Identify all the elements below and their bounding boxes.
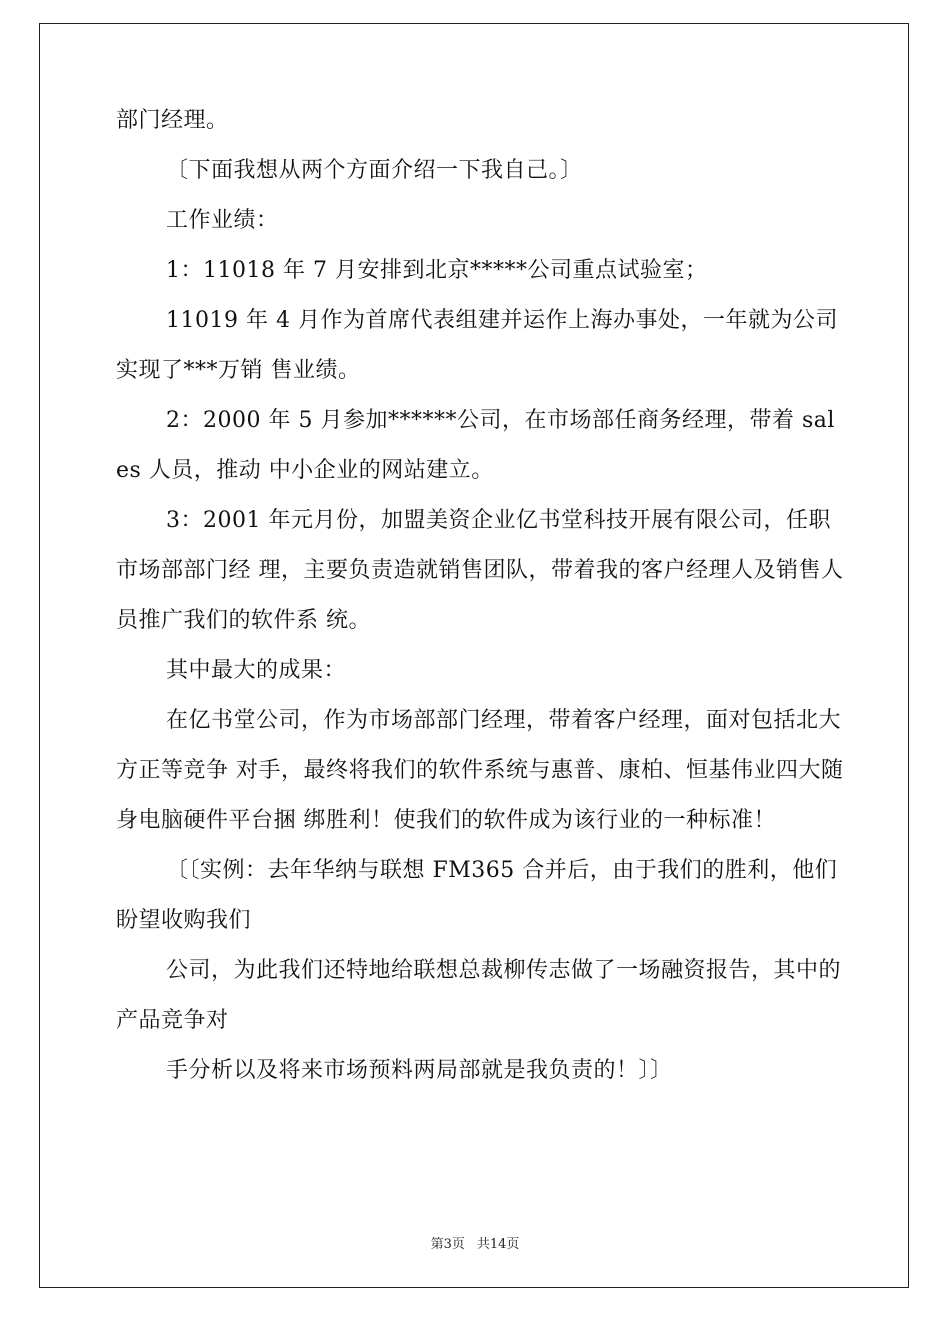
paragraph: 2：2000 年 5 月参加******公司，在市场部任商务经理，带着 sales 人员，推动 中小企业的网站建立。 [116, 408, 835, 483]
page-total: 共14页 [476, 1237, 520, 1252]
paragraph: 在亿书堂公司，作为市场部部门经理，带着客户经理，面对包括北大方正等竞争 对手，最终将我们的软件系统与惠普、康柏、恒基伟业四大随身电脑硬件平台捆 绑胜利！使我们的软件成为该行业的一种标准！ [116, 708, 844, 833]
page-number: 第3页 [430, 1237, 465, 1252]
paragraph: 11019 年 4 月作为首席代表组建并运作上海办事处，一年就为公司实现了***万销 售业绩。 [116, 308, 838, 383]
paragraph: 〔〔实例：去年华纳与联想 FM365 合并后，由于我们的胜利，他们盼望收购我们 [116, 858, 838, 933]
paragraph: 手分析以及将来市场预料两局部就是我负责的！〕〕 [166, 1058, 673, 1083]
section-heading: 工作业绩： [166, 208, 279, 233]
section-heading: 其中最大的成果： [166, 658, 347, 683]
paragraph: 〔下面我想从两个方面介绍一下我自己。〕 [166, 158, 583, 183]
page-footer [0, 1233, 950, 1252]
paragraph: 公司，为此我们还特地给联想总裁柳传志做了一场融资报告，其中的产品竞争对 [116, 958, 842, 1033]
document-body [116, 96, 846, 1096]
paragraph: 3：2001 年元月份，加盟美资企业亿书堂科技开展有限公司，任职市场部部门经 理，主要负责造就销售团队，带着我的客户经理人及销售人员推广我们的软件系 统。 [116, 508, 844, 633]
paragraph: 1：11018 年 7 月安排到北京*****公司重点试验室； [166, 258, 708, 283]
paragraph: 部门经理。 [116, 108, 229, 133]
